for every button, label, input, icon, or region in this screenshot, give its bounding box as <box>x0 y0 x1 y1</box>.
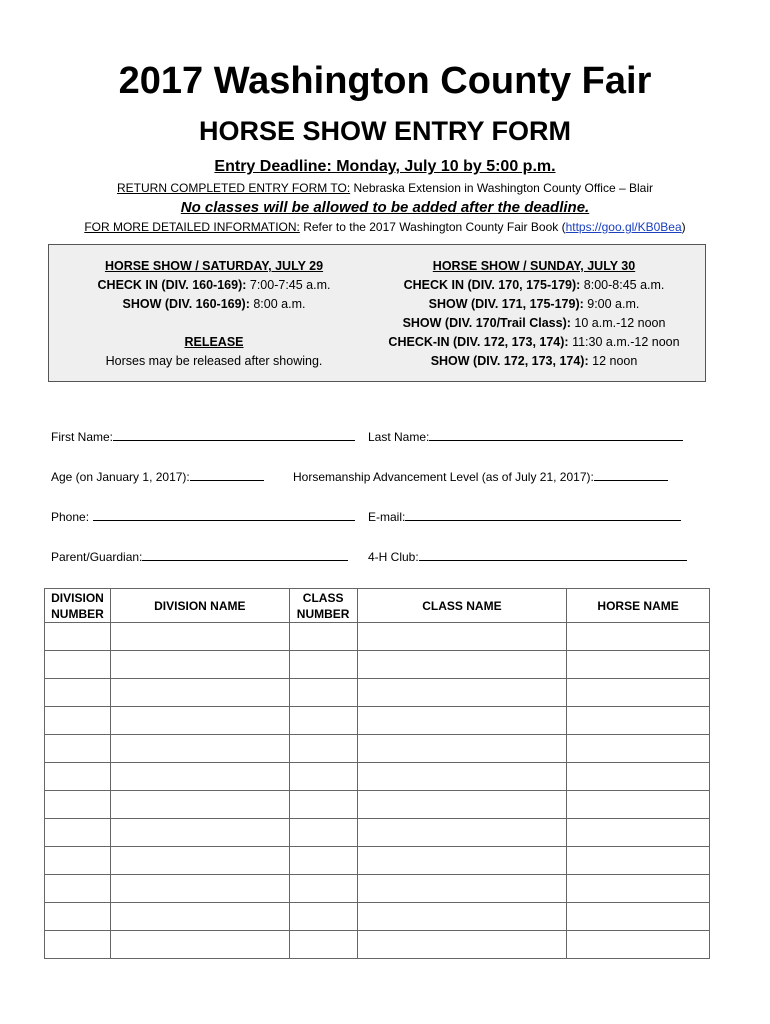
horse-name-cell[interactable] <box>567 735 710 763</box>
horse-name-cell[interactable] <box>567 847 710 875</box>
class-number-cell[interactable] <box>289 679 357 707</box>
sunday-checkin-1 <box>369 276 699 295</box>
horse-name-cell[interactable] <box>567 819 710 847</box>
class-name-cell[interactable] <box>357 875 567 903</box>
class-name-cell[interactable] <box>357 763 567 791</box>
table-row <box>45 679 710 707</box>
class-number-cell[interactable] <box>289 791 357 819</box>
horsemanship-label: Horsemanship Advancement Level (as of July 21, 2017): <box>293 470 594 484</box>
class-name-cell[interactable] <box>357 931 567 959</box>
more-info-close: ) <box>681 220 686 234</box>
table-row <box>45 623 710 651</box>
horse-name-cell[interactable] <box>567 763 710 791</box>
division-name-cell[interactable] <box>110 931 289 959</box>
saturday-show <box>59 295 369 314</box>
division-name-cell[interactable] <box>110 707 289 735</box>
division-number-cell[interactable] <box>45 903 111 931</box>
division-name-cell[interactable] <box>110 847 289 875</box>
division-number-cell[interactable] <box>45 651 111 679</box>
table-row <box>45 651 710 679</box>
horse-name-cell[interactable] <box>567 875 710 903</box>
saturday-show-label: SHOW (DIV. 160-169): <box>122 297 250 311</box>
parent-field[interactable] <box>51 548 348 564</box>
division-name-cell[interactable] <box>110 875 289 903</box>
division-number-header-line2: NUMBER <box>51 606 104 621</box>
class-name-cell[interactable] <box>357 903 567 931</box>
horse-name-cell[interactable] <box>567 931 710 959</box>
horsemanship-field[interactable] <box>293 468 668 484</box>
parent-input[interactable] <box>142 548 348 561</box>
return-instructions <box>0 181 770 195</box>
division-name-cell[interactable] <box>110 651 289 679</box>
division-number-cell[interactable] <box>45 819 111 847</box>
sunday-schedule <box>369 257 699 371</box>
release-text: Horses may be released after showing. <box>105 354 323 368</box>
sunday-show-3-time: 12 noon <box>588 354 638 368</box>
horse-name-cell[interactable] <box>567 903 710 931</box>
class-name-cell[interactable] <box>357 679 567 707</box>
division-name-header: DIVISION NAME <box>110 589 289 623</box>
sunday-checkin-2-label: CHECK-IN (DIV. 172, 173, 174): <box>388 335 569 349</box>
division-name-cell[interactable] <box>110 819 289 847</box>
class-name-cell[interactable] <box>357 819 567 847</box>
sunday-show-2 <box>369 314 699 333</box>
horse-name-cell[interactable] <box>567 791 710 819</box>
class-name-cell[interactable] <box>357 791 567 819</box>
horse-name-cell[interactable] <box>567 707 710 735</box>
sunday-show-3 <box>369 352 699 371</box>
first-name-label: First Name: <box>51 430 114 444</box>
class-number-cell[interactable] <box>289 735 357 763</box>
phone-label: Phone: <box>51 510 90 524</box>
sunday-show-2-time: 10 a.m.-12 noon <box>570 316 666 330</box>
sunday-show-3-label: SHOW (DIV. 172, 173, 174): <box>430 354 589 368</box>
more-info <box>0 220 770 234</box>
division-number-cell[interactable] <box>45 791 111 819</box>
form-title: 2017 Washington County Fair <box>118 60 652 102</box>
class-name-cell[interactable] <box>357 707 567 735</box>
class-number-cell[interactable] <box>289 763 357 791</box>
class-number-cell[interactable] <box>289 875 357 903</box>
email-input[interactable] <box>405 508 681 521</box>
horse-name-cell[interactable] <box>567 623 710 651</box>
club-field[interactable] <box>368 548 687 564</box>
class-number-cell[interactable] <box>289 847 357 875</box>
class-number-cell[interactable] <box>289 707 357 735</box>
class-number-cell[interactable] <box>289 903 357 931</box>
club-label: 4-H Club: <box>368 550 419 564</box>
division-number-cell[interactable] <box>45 679 111 707</box>
age-label: Age (on January 1, 2017): <box>51 470 190 484</box>
phone-field[interactable] <box>51 508 355 524</box>
class-number-cell[interactable] <box>289 623 357 651</box>
email-label: E-mail: <box>368 510 406 524</box>
table-row <box>45 903 710 931</box>
age-field[interactable] <box>51 468 264 484</box>
sunday-show-1-label: SHOW (DIV. 171, 175-179): <box>428 297 584 311</box>
table-row <box>45 931 710 959</box>
horse-name-cell[interactable] <box>567 679 710 707</box>
class-number-cell[interactable] <box>289 819 357 847</box>
saturday-schedule <box>59 257 369 371</box>
saturday-checkin <box>59 276 369 295</box>
sunday-checkin-1-label: CHECK IN (DIV. 170, 175-179): <box>403 278 581 292</box>
sunday-show-1-time: 9:00 a.m. <box>583 297 640 311</box>
division-number-header <box>45 589 111 623</box>
horsemanship-input[interactable] <box>594 468 668 481</box>
sunday-checkin-2 <box>369 333 699 352</box>
class-name-cell[interactable] <box>357 847 567 875</box>
first-name-field[interactable] <box>51 428 355 444</box>
class-name-cell[interactable] <box>357 651 567 679</box>
more-info-text: Refer to the 2017 Washington County Fair Book ( <box>299 220 566 234</box>
saturday-show-time: 8:00 a.m. <box>249 297 306 311</box>
horse-name-header: HORSE NAME <box>567 589 710 623</box>
last-name-input[interactable] <box>429 428 683 441</box>
table-row <box>45 763 710 791</box>
table-row <box>45 847 710 875</box>
return-label: RETURN COMPLETED ENTRY FORM TO: <box>117 181 351 195</box>
class-number-cell[interactable] <box>289 651 357 679</box>
table-row <box>45 819 710 847</box>
last-name-label: Last Name: <box>368 430 430 444</box>
entries-table <box>44 588 710 959</box>
table-header-row <box>45 589 710 623</box>
division-number-cell[interactable] <box>45 875 111 903</box>
return-value: Nebraska Extension in Washington County Office – Blair <box>350 181 653 195</box>
first-name-input[interactable] <box>113 428 355 441</box>
class-name-cell[interactable] <box>357 735 567 763</box>
age-input[interactable] <box>190 468 264 481</box>
phone-input[interactable] <box>93 508 355 521</box>
division-number-cell[interactable] <box>45 623 111 651</box>
class-name-header: CLASS NAME <box>357 589 567 623</box>
table-row <box>45 875 710 903</box>
division-number-cell[interactable] <box>45 763 111 791</box>
class-number-header-line1: CLASS <box>302 590 344 605</box>
division-name-cell[interactable] <box>110 903 289 931</box>
schedule-box <box>48 244 706 382</box>
sunday-show-2-label: SHOW (DIV. 170/Trail Class): <box>402 316 571 330</box>
last-name-field[interactable] <box>368 428 683 444</box>
division-name-cell[interactable] <box>110 791 289 819</box>
table-row <box>45 791 710 819</box>
division-number-header-line1: DIVISION <box>51 590 104 605</box>
parent-label: Parent/Guardian: <box>51 550 143 564</box>
division-number-cell[interactable] <box>45 735 111 763</box>
class-name-cell[interactable] <box>357 623 567 651</box>
sunday-checkin-2-time: 11:30 a.m.-12 noon <box>568 335 680 349</box>
entry-rows <box>45 623 710 959</box>
table-row <box>45 735 710 763</box>
form-subtitle: HORSE SHOW ENTRY FORM <box>198 116 571 146</box>
sunday-checkin-1-time: 8:00-8:45 a.m. <box>580 278 665 292</box>
entry-deadline: Entry Deadline: Monday, July 10 by 5:00 p.m. <box>214 158 556 175</box>
table-row <box>45 707 710 735</box>
more-info-label: FOR MORE DETAILED INFORMATION: <box>84 220 300 234</box>
club-input[interactable] <box>419 548 687 561</box>
no-classes-notice: No classes will be allowed to be added after the deadline. <box>180 199 590 216</box>
class-number-cell[interactable] <box>289 931 357 959</box>
email-field[interactable] <box>368 508 681 524</box>
horse-name-cell[interactable] <box>567 651 710 679</box>
fair-book-link[interactable]: https://goo.gl/KB0Bea <box>565 220 682 234</box>
saturday-heading: HORSE SHOW / SATURDAY, JULY 29 <box>104 259 324 273</box>
division-number-cell[interactable] <box>45 707 111 735</box>
sunday-show-1 <box>369 295 699 314</box>
division-number-cell[interactable] <box>45 931 111 959</box>
division-name-cell[interactable] <box>110 763 289 791</box>
division-name-cell[interactable] <box>110 679 289 707</box>
division-name-cell[interactable] <box>110 623 289 651</box>
spacer <box>59 314 369 333</box>
class-number-header-line2: NUMBER <box>296 606 350 621</box>
saturday-checkin-time: 7:00-7:45 a.m. <box>246 278 331 292</box>
release-heading: RELEASE <box>184 335 244 349</box>
division-name-cell[interactable] <box>110 735 289 763</box>
class-number-header <box>289 589 357 623</box>
division-number-cell[interactable] <box>45 847 111 875</box>
saturday-checkin-label: CHECK IN (DIV. 160-169): <box>97 278 247 292</box>
sunday-heading: HORSE SHOW / SUNDAY, JULY 30 <box>432 259 636 273</box>
